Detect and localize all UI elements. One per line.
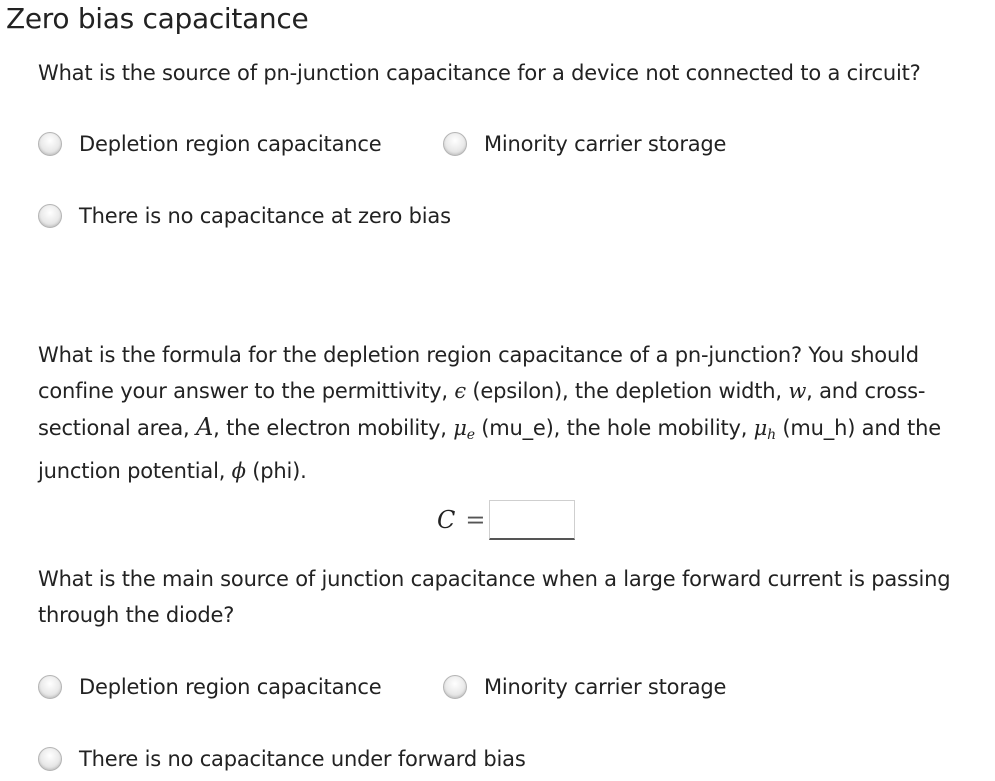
radio-button[interactable] [38, 132, 62, 156]
phi-symbol: ϕ [231, 459, 246, 483]
mu-symbol: μ [453, 416, 467, 440]
text: sectional area, [38, 416, 196, 440]
q2-line-3 [38, 409, 988, 453]
text: confine your answer to the permittivity, [38, 379, 455, 403]
radio-button[interactable] [443, 132, 467, 156]
text: (mu_e), the hole mobility, [474, 416, 754, 440]
formula-answer-input[interactable] [489, 500, 575, 540]
option-label: There is no capacitance under forward bias [79, 747, 526, 771]
mu-symbol: μ [753, 416, 768, 440]
q2-line-2 [38, 373, 988, 409]
area-symbol: A [196, 413, 214, 441]
q1-option-minority[interactable] [443, 132, 726, 156]
capacitance-symbol: C [437, 506, 456, 534]
page-title: Zero bias capacitance [6, 2, 309, 35]
text: , and cross- [806, 379, 926, 403]
radio-button[interactable] [38, 204, 62, 228]
text: (phi). [245, 459, 307, 483]
option-label: Minority carrier storage [484, 675, 727, 699]
q2-line-4 [38, 453, 988, 489]
text: (mu_h) and the [775, 416, 941, 440]
q3-line-1: What is the main source of junction capacitance when a large forward current is passing [38, 567, 951, 591]
subscript-h: h [767, 427, 776, 443]
q3-line-2: through the diode? [38, 603, 235, 627]
text: junction potential, [38, 459, 232, 483]
q2-line-1: What is the formula for the depletion region capacitance of a pn-junction? You should [38, 343, 919, 367]
q1-option-depletion[interactable] [38, 132, 381, 156]
option-label: Depletion region capacitance [79, 675, 382, 699]
question-1-text: What is the source of pn-junction capacitance for a device not connected to a circuit? [38, 61, 921, 85]
option-label: Minority carrier storage [484, 132, 727, 156]
formula-row [437, 500, 575, 540]
q3-option-minority[interactable] [443, 675, 726, 699]
q3-option-depletion[interactable] [38, 675, 381, 699]
epsilon-symbol: ϵ [454, 379, 466, 403]
w-symbol: w [788, 379, 807, 403]
subscript-e: e [466, 427, 475, 443]
option-label: Depletion region capacitance [79, 132, 382, 156]
q3-option-no-capacitance[interactable] [38, 747, 526, 771]
equals-sign: = [465, 506, 486, 534]
question-2-text [38, 337, 988, 489]
radio-button[interactable] [38, 747, 62, 771]
text: (epsilon), the depletion width, [465, 379, 789, 403]
question-3-text [38, 561, 988, 633]
option-label: There is no capacitance at zero bias [79, 204, 451, 228]
q1-option-no-capacitance[interactable] [38, 204, 451, 228]
radio-button[interactable] [38, 675, 62, 699]
text: , the electron mobility, [213, 416, 454, 440]
radio-button[interactable] [443, 675, 467, 699]
